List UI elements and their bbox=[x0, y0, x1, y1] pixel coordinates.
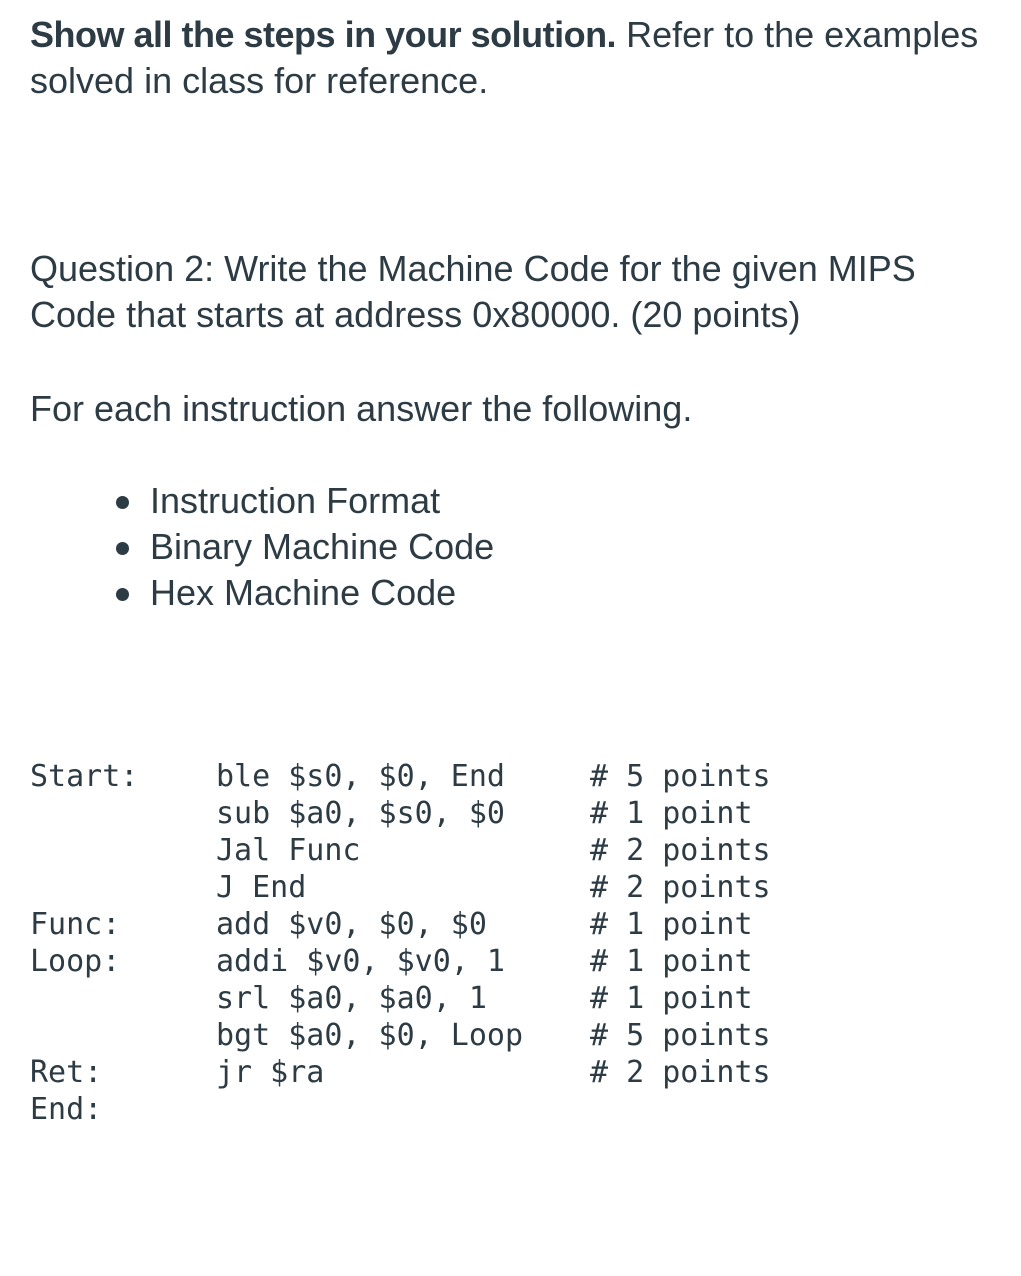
code-instruction: add $v0, $0, $0 bbox=[216, 907, 487, 942]
code-line bbox=[30, 943, 753, 980]
code-instruction: sub $a0, $s0, $0 bbox=[216, 796, 505, 831]
list-item bbox=[110, 570, 494, 616]
list-item-label: Binary Machine Code bbox=[150, 526, 495, 567]
list-item-label: Hex Machine Code bbox=[150, 572, 457, 613]
code-instruction: Jal Func bbox=[216, 833, 361, 868]
code-label: Start: bbox=[30, 759, 139, 794]
code-comment: # 5 points bbox=[590, 1018, 771, 1053]
code-instruction: srl $a0, $a0, 1 bbox=[216, 981, 487, 1016]
list-item bbox=[110, 524, 494, 570]
code-line bbox=[30, 832, 771, 869]
intro-paragraph bbox=[30, 12, 1005, 104]
code-comment: # 2 points bbox=[590, 870, 771, 905]
list-item bbox=[110, 478, 494, 524]
code-line bbox=[30, 1054, 771, 1091]
code-comment: # 5 points bbox=[590, 759, 771, 794]
instruction-text: For each instruction answer the following. bbox=[30, 388, 693, 429]
question-line-2: Code that starts at address 0x80000. (20 points) bbox=[30, 294, 801, 335]
list-item-label: Instruction Format bbox=[150, 480, 441, 521]
code-label: Func: bbox=[30, 907, 121, 942]
question-heading bbox=[30, 246, 1005, 338]
code-comment: # 1 point bbox=[590, 796, 753, 831]
code-comment: # 1 point bbox=[590, 944, 753, 979]
code-instruction: ble $s0, $0, End bbox=[216, 759, 505, 794]
code-label: End: bbox=[30, 1092, 103, 1127]
code-comment: # 1 point bbox=[590, 907, 753, 942]
mips-code-block bbox=[30, 758, 771, 1128]
code-line bbox=[30, 758, 771, 795]
code-comment: # 2 points bbox=[590, 1055, 771, 1090]
code-comment: # 1 point bbox=[590, 981, 753, 1016]
code-instruction: bgt $a0, $0, Loop bbox=[216, 1018, 524, 1053]
code-line bbox=[30, 869, 771, 906]
code-line bbox=[30, 795, 753, 832]
code-line bbox=[30, 906, 753, 943]
code-comment: # 2 points bbox=[590, 833, 771, 868]
code-label: Ret: bbox=[30, 1055, 103, 1090]
code-label: Loop: bbox=[30, 944, 121, 979]
code-instruction: jr $ra bbox=[216, 1055, 325, 1090]
bullet-icon bbox=[116, 588, 129, 601]
code-instruction: addi $v0, $v0, 1 bbox=[216, 944, 505, 979]
question-line-1: Question 2: Write the Machine Code for the given MIPS bbox=[30, 248, 916, 289]
answer-requirements-list bbox=[110, 478, 494, 616]
intro-rest-text: Refer to the examples solved in class for reference. bbox=[30, 14, 979, 101]
code-line bbox=[30, 1091, 138, 1128]
intro-bold-text: Show all the steps in your solution. bbox=[30, 14, 617, 55]
bullet-icon bbox=[116, 542, 129, 555]
code-instruction: J End bbox=[216, 870, 307, 905]
code-line bbox=[30, 980, 753, 1017]
bullet-icon bbox=[116, 496, 129, 509]
code-line bbox=[30, 1017, 771, 1054]
